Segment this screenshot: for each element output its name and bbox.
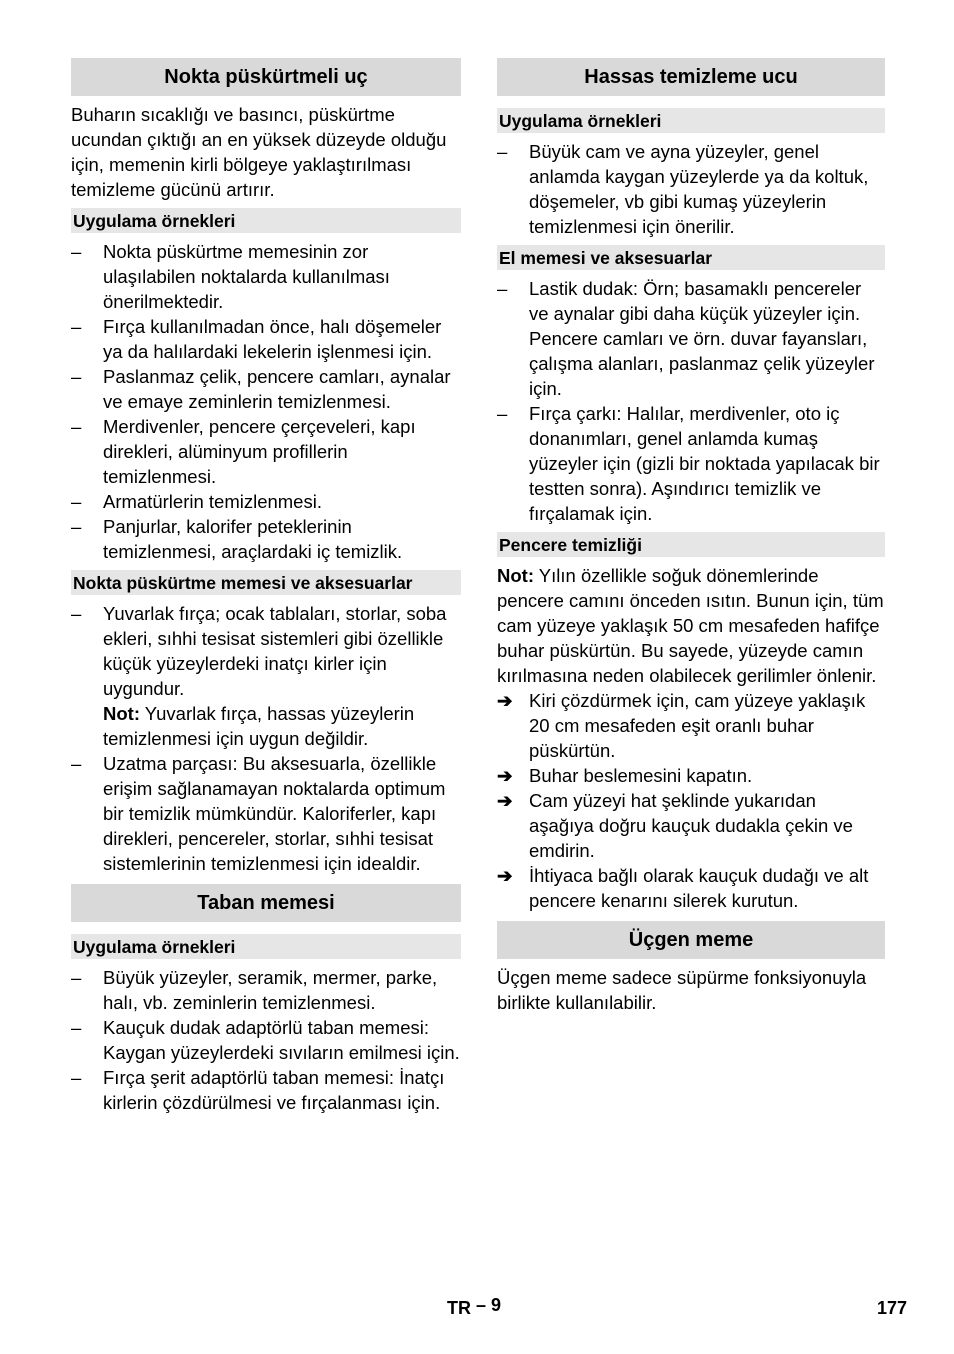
dash-icon: – [71, 1067, 82, 1088]
note: Not: Yuvarlak fırça, hassas yüzeylerin temizlenmesi için uygun değildir. [103, 703, 415, 749]
pencere-steps [497, 688, 885, 913]
list-item: – Panjurlar, kalorifer peteklerinin temizlenmesi, araçlardaki iç temizlik. [71, 516, 403, 562]
section-title-nokta: Nokta püskürtmeli uç [71, 58, 461, 96]
pencere-note: Not: Yılın özellikle soğuk dönemlerinde pencere camını önceden ısıtın. Bunun için, tüm cam yüzeye yaklaşık 50 cm mesafeden hafifçe buhar püskürtün. Bu sayede, yüzeyde camın kırılmasına neden olabilecek gerilimler önlenir. [497, 565, 884, 686]
footer-lang: TR – 9 [447, 1295, 502, 1318]
step-item: ➔ Cam yüzeyi hat şeklinde yukarıdan aşağıya doğru kauçuk dudakla çekin ve emdirin. [497, 790, 853, 861]
arrow-right-icon: ➔ [497, 865, 513, 886]
dash-icon: – [71, 603, 82, 624]
el-memesi-list [497, 276, 885, 526]
list-item: – Büyük cam ve ayna yüzeyler, genel anlamda kaygan yüzeylerde ya da koltuk, döşemeler, vb gibi kumaş yüzeylerin temizlenmesi için önerilir. [497, 141, 869, 237]
list-item: – Uzatma parçası: Bu aksesuarla, özellikle erişim sağlanamayan noktalarda optimum bir temizlik mümkündür. Kaloriferler, kapı direkleri, pencereler, storlar, sıhhi tesisat sistemlerinin temizlenmesi için idealdir. [71, 753, 446, 874]
dash-icon: – [71, 316, 82, 337]
list-item: – Fırça şerit adaptörlü taban memesi: İnatçı kirlerin çözdürülmesi ve fırçalanması için. [71, 1067, 445, 1113]
list-item: – Kauçuk dudak adaptörlü taban memesi: Kaygan yüzeylerdeki sıvıların emilmesi için. [71, 1017, 460, 1063]
note-label: Not: [103, 703, 140, 724]
ucgen-text: Üçgen meme sadece süpürme fonksiyonuyla birlikte kullanılabilir. [497, 967, 867, 1013]
arrow-right-icon: ➔ [497, 790, 513, 811]
list-item: – Lastik dudak: Örn; basamaklı pencereler ve aynalar gibi daha küçük yüzeyler için. Pencere camları ve örn. duvar fayansları, çalışma alanları, paslanmaz çelik yüzeyler için. [497, 278, 875, 399]
arrow-right-icon: ➔ [497, 690, 513, 711]
dash-icon: – [71, 516, 82, 537]
page-number: 177 [877, 1298, 908, 1318]
step-item: ➔ Kiri çözdürmek için, cam yüzeye yaklaşık 20 cm mesafeden eşit oranlı buhar püskürtün. [497, 690, 866, 761]
list-item: – Armatürlerin temizlenmesi. [71, 491, 322, 512]
list-item: – Yuvarlak fırça; ocak tablaları, storlar, soba ekleri, sıhhi tesisat sistemleri gibi özellikle küçük yüzeylerdeki inatçı kirler için uygundur. [71, 603, 447, 699]
subheading-pencere: Pencere temizliği [497, 532, 885, 557]
dash-icon: – [71, 491, 82, 512]
section-title-taban: Taban memesi [71, 884, 461, 922]
dash-icon: – [71, 967, 82, 988]
subheading-uygulama-1: Uygulama örnekleri [71, 208, 461, 233]
subheading-uygulama-2: Uygulama örnekleri [71, 934, 461, 959]
list-item: – Fırça kullanılmadan önce, halı döşemeler ya da halılardaki lekelerin işlenmesi için. [71, 316, 442, 362]
list-item: – Paslanmaz çelik, pencere camları, aynalar ve emaye zeminlerin temizlenmesi. [71, 366, 451, 412]
subheading-uygulama-3: Uygulama örnekleri [497, 108, 885, 133]
dash-icon: – [497, 141, 508, 162]
taban-usage-list [71, 965, 461, 1115]
list-item: – Büyük yüzeyler, seramik, mermer, parke, halı, vb. zeminlerin temizlenmesi. [71, 967, 438, 1013]
hassas-usage-list [497, 139, 885, 239]
dash-icon: – [71, 753, 82, 774]
dash-icon: – [71, 241, 82, 262]
step-item: ➔ İhtiyaca bağlı olarak kauçuk dudağı ve alt pencere kenarını silerek kurutun. [497, 865, 869, 911]
dash-icon: – [71, 366, 82, 387]
list-item: – Fırça çarkı: Halılar, merdivenler, oto iç donanımları, genel anlamda kumaş yüzeyler için (gizli bir noktada yapılacak bir testten sonra). Aşındırıcı temizlik ve fırçalamak için. [497, 403, 880, 524]
nokta-accessory-list [71, 601, 461, 876]
dash-icon: – [497, 403, 508, 424]
arrow-right-icon: ➔ [497, 765, 513, 786]
dash-icon: – [71, 416, 82, 437]
dash-icon: – [71, 1017, 82, 1038]
nokta-intro: Buharın sıcaklığı ve basıncı, püskürtme ucundan çıktığı an en yüksek düzeyde olduğu için, memenin kirli bölgeye yaklaştırılması temizleme gücünü artırır. [71, 104, 447, 200]
list-item: – Nokta püskürtme memesinin zor ulaşılabilen noktalarda kullanılması önerilmektedir. [71, 241, 390, 312]
list-item: – Merdivenler, pencere çerçeveleri, kapı direkleri, alüminyum profillerin temizlenmesi. [71, 416, 416, 487]
right-column [497, 58, 885, 1019]
note-label: Not: [497, 565, 534, 586]
dash-icon: – [497, 278, 508, 299]
subheading-nokta-aksesuar: Nokta püskürtme memesi ve aksesuarlar [71, 570, 461, 595]
section-title-hassas: Hassas temizleme ucu [497, 58, 885, 96]
step-item: ➔ Buhar beslemesini kapatın. [497, 765, 753, 786]
left-column [71, 58, 461, 1115]
subheading-el-memesi: El memesi ve aksesuarlar [497, 245, 885, 270]
section-title-ucgen: Üçgen meme [497, 921, 885, 959]
nokta-usage-list [71, 239, 461, 564]
